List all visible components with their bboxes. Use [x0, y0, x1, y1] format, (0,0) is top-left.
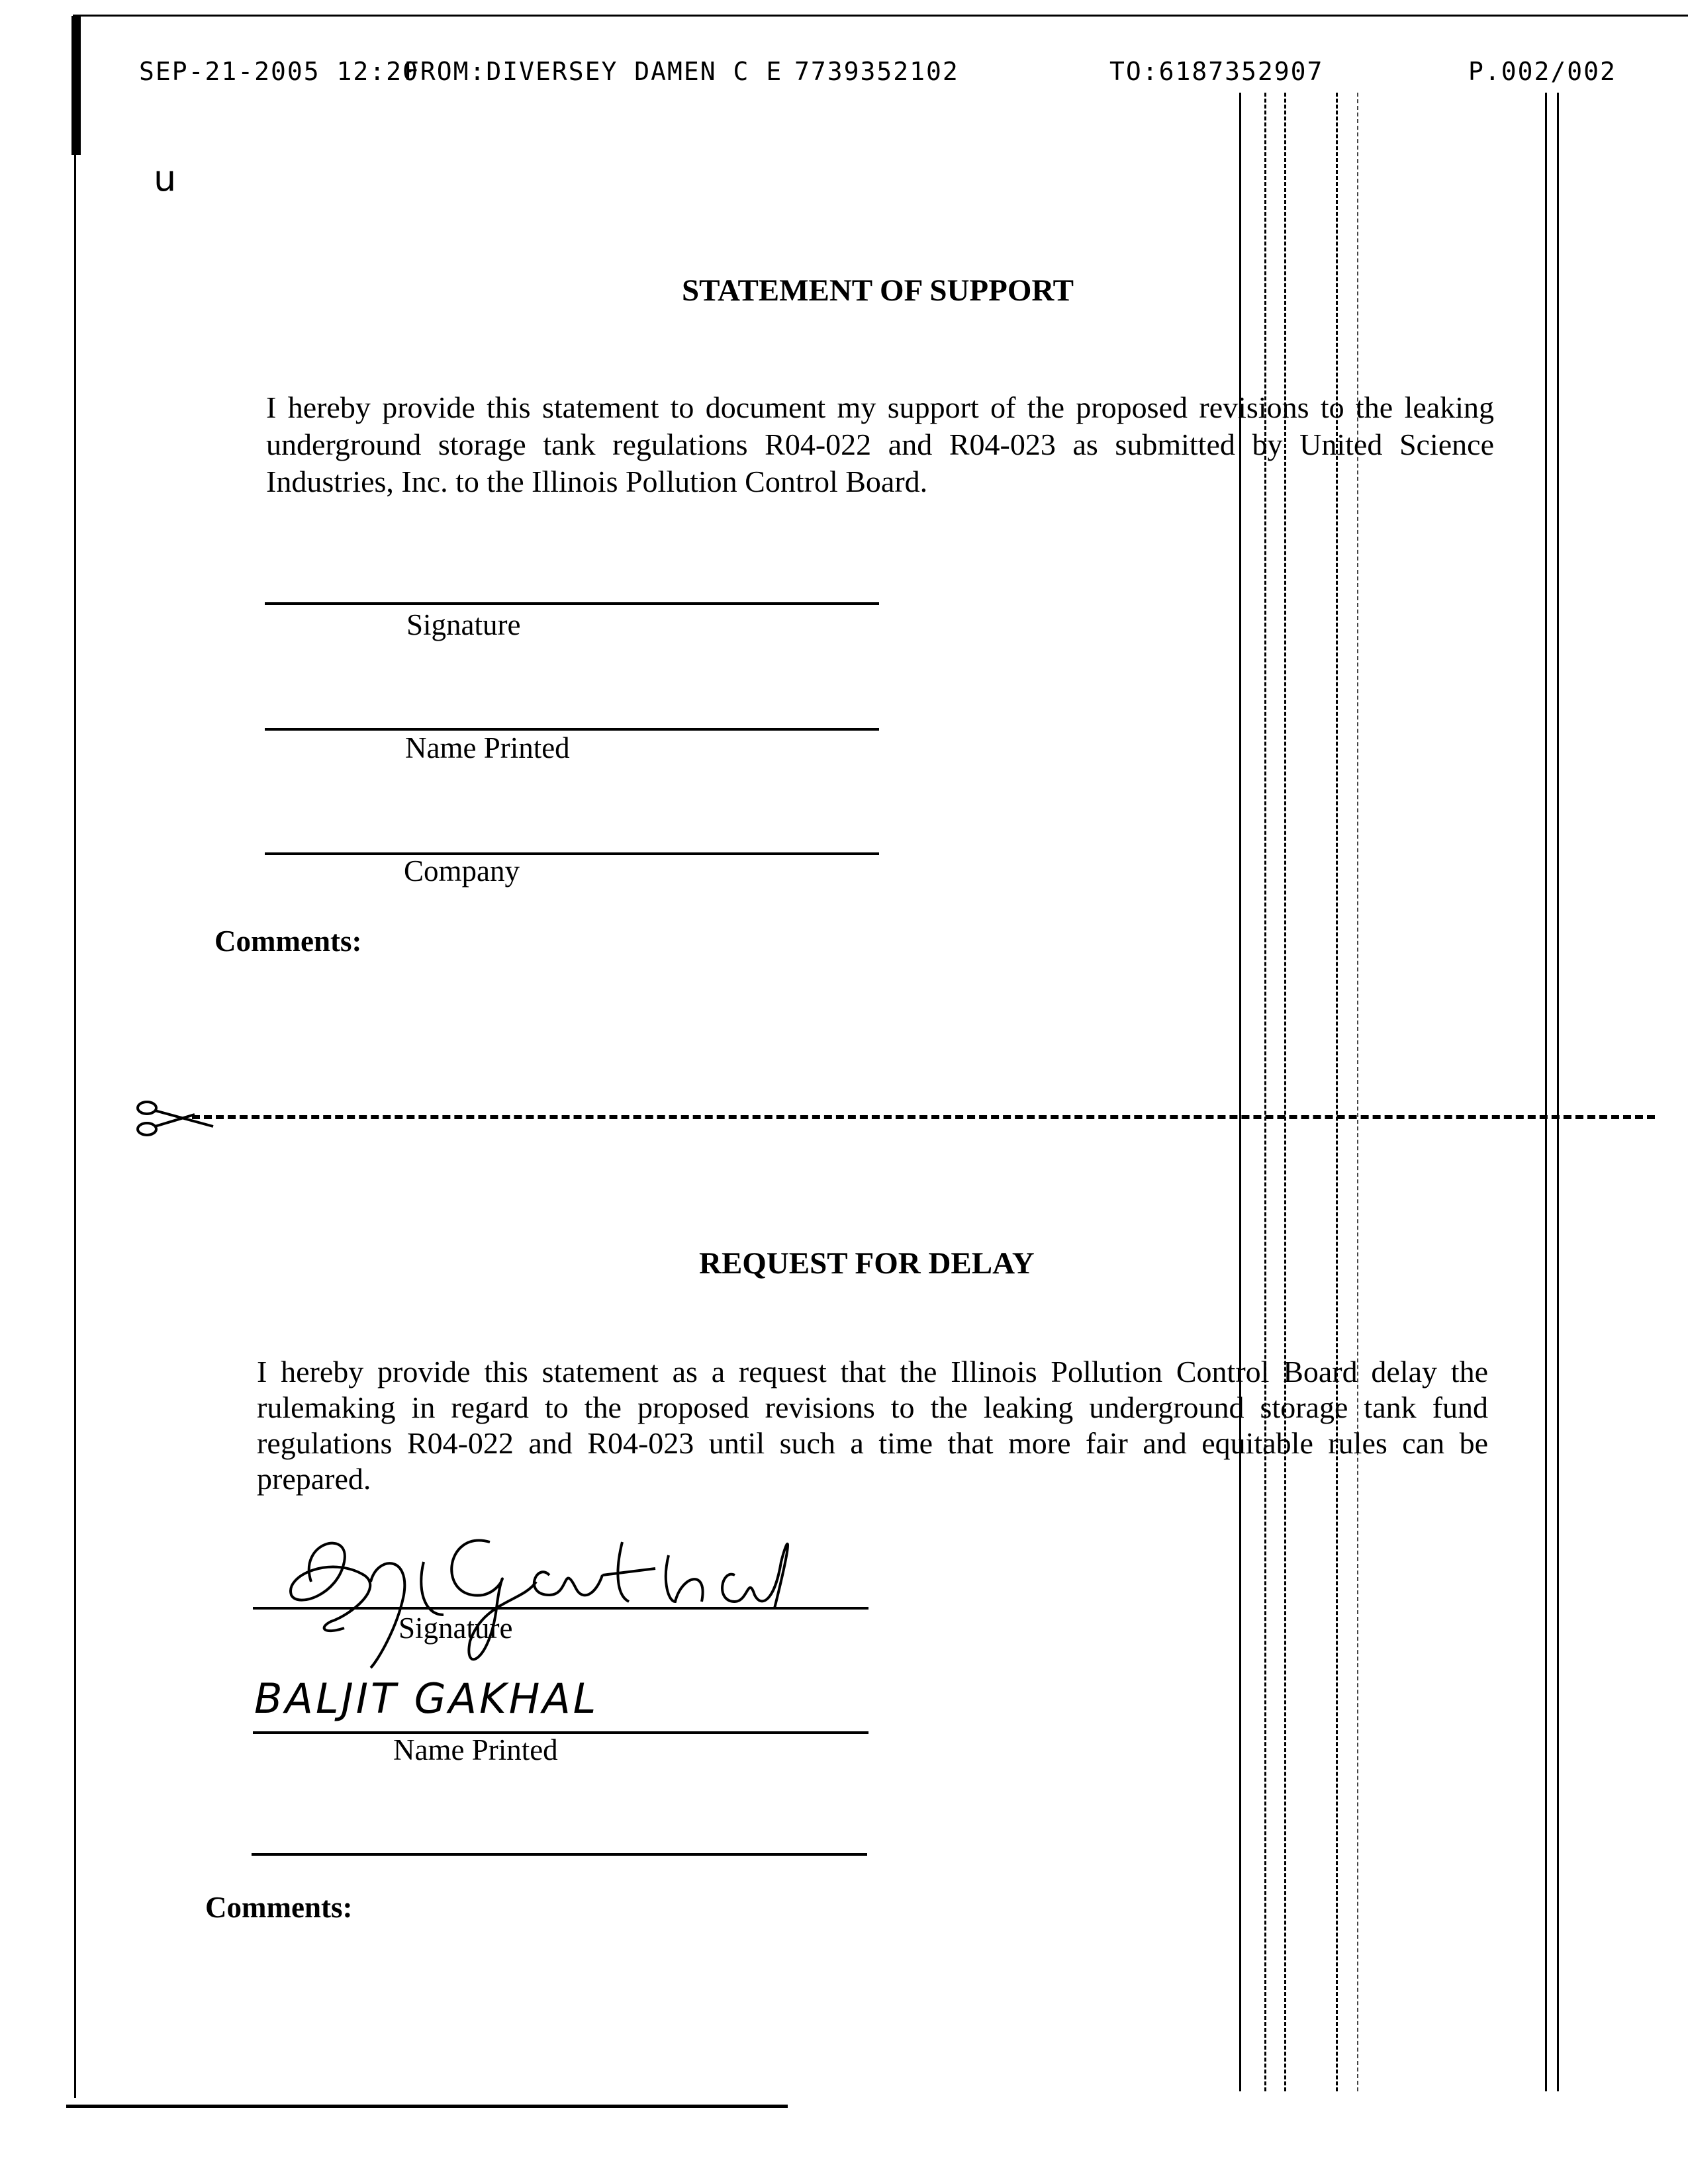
scan-line: [1545, 93, 1547, 2091]
bottom-border: [66, 2105, 788, 2108]
delay-body: I hereby provide this statement as a request that the Illinois Pollution Control Board delay the rulemaking in regard to the proposed revisions to the leaking underground storage tank fund regulations R04-022 and R04-023 until such a time that more fair and equitable rules can be prepared.: [257, 1355, 1488, 1496]
support-title: STATEMENT OF SUPPORT: [682, 273, 1074, 308]
delay-title: REQUEST FOR DELAY: [699, 1246, 1035, 1281]
top-border: [73, 15, 1688, 17]
left-border: [71, 16, 81, 155]
support-comments-label: Comments:: [214, 925, 362, 958]
handwritten-signature: [271, 1502, 814, 1688]
handwritten-name: BALJIT GAKHAL: [254, 1674, 599, 1723]
delay-company-line: [252, 1853, 867, 1856]
support-company-line: [265, 852, 879, 855]
fax-from: FROM:DIVERSEY DAMEN C E: [404, 57, 783, 86]
delay-signature-label: Signature: [399, 1612, 513, 1645]
support-signature-label: Signature: [406, 608, 521, 641]
delay-name-label: Name Printed: [393, 1733, 558, 1766]
left-border-thin: [74, 152, 76, 2098]
fax-page-number: P.002/002: [1468, 57, 1617, 86]
support-company-label: Company: [404, 854, 520, 887]
fax-date-time: SEP-21-2005 12:20: [139, 57, 419, 86]
support-body: I hereby provide this statement to document my support of the proposed revisions to the leaking underground storage tank regulations R04-022 and R04-023 as submitted by United Science Industries, Inc. to the Illinois Pollution Control Board.: [266, 390, 1494, 498]
fax-to: TO:6187352907: [1109, 57, 1324, 86]
cut-line: [192, 1115, 1655, 1119]
fax-from-number: 7739352102: [794, 57, 959, 86]
support-name-line: [265, 728, 879, 731]
margin-mark: u: [154, 158, 177, 199]
scan-line: [1557, 93, 1559, 2091]
support-name-label: Name Printed: [405, 731, 570, 764]
delay-name-line: [253, 1731, 868, 1734]
support-signature-line: [265, 602, 879, 605]
delay-signature-line: [253, 1607, 868, 1610]
delay-comments-label: Comments:: [205, 1891, 353, 1924]
